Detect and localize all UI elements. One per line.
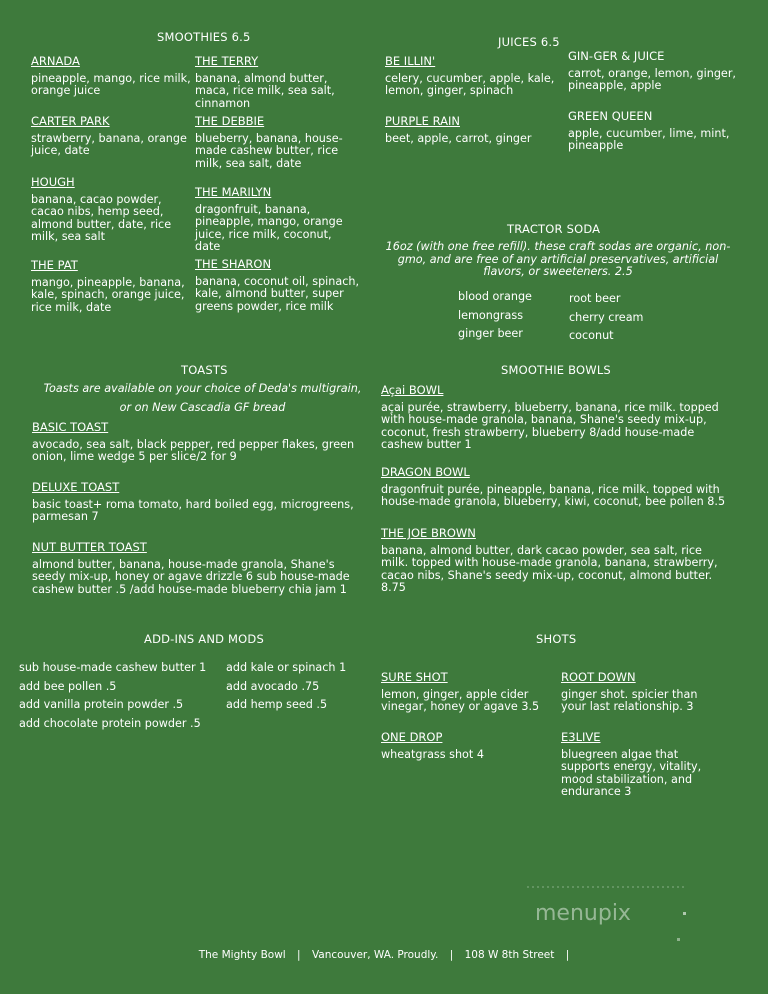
smoothie-item [195, 186, 360, 254]
item-desc: basic toast+ roma tomato, hard boiled egg, microgreens, parmesan 7 [32, 497, 354, 523]
item-name: THE PAT [31, 258, 78, 272]
soda-flavor: coconut [569, 329, 614, 342]
item-desc: banana, coconut oil, spinach, kale, almond butter, super greens powder, rice milk [195, 274, 360, 313]
toast-item [32, 481, 367, 524]
toast-item [32, 541, 367, 596]
item-name: THE TERRY [195, 54, 259, 68]
item-name: DRAGON BOWL [381, 465, 470, 479]
item-desc: blueberry, banana, house-made cashew butter, rice milk, sea salt, date [195, 131, 343, 170]
smoothie-item [31, 259, 191, 314]
item-name: ROOT DOWN [561, 670, 636, 684]
footer-name: The Mighty Bowl [198, 949, 286, 961]
addins-list-2 [226, 662, 346, 718]
smoothie-item [31, 176, 181, 244]
addin-item: sub house-made cashew butter 1 [19, 661, 207, 674]
item-name: PURPLE RAIN [385, 114, 460, 128]
item-name: GREEN QUEEN [568, 109, 653, 123]
item-desc: celery, cucumber, apple, kale, lemon, ginger, spinach [385, 71, 555, 97]
item-desc: strawberry, banana, orange juice, date [31, 131, 187, 157]
menupix-logo [525, 885, 690, 945]
item-name: SURE SHOT [381, 670, 448, 684]
item-name: THE MARILYN [195, 185, 272, 199]
addins-list-1 [19, 662, 206, 736]
item-name: ARNADA [31, 54, 80, 68]
footer-separator: | [565, 949, 570, 961]
shot-item [561, 671, 711, 714]
item-name: HOUGH [31, 175, 75, 189]
footer-address: 108 W 8th Street [464, 949, 555, 961]
smoothies-title: SMOOTHIES 6.5 [157, 30, 251, 44]
soda-flavor: cherry cream [569, 310, 644, 324]
addin-item: add chocolate protein powder .5 [19, 716, 201, 730]
footer-separator: | [449, 949, 454, 961]
soda-list-2 [569, 293, 643, 349]
shot-item [561, 731, 711, 799]
item-name: THE SHARON [195, 257, 272, 271]
toasts-note-line1: Toasts are available on your choice of Deda's multigrain, [43, 382, 362, 395]
item-desc: dragonfruit purée, pineapple, banana, rice milk. topped with house-made granola, blueberry, kiwi, coconut, bee pollen 8.5 [381, 482, 726, 508]
shot-item [381, 671, 551, 714]
item-name: THE JOE BROWN [381, 526, 476, 540]
addin-item: add avocado .75 [226, 679, 320, 693]
juice-item [385, 55, 560, 98]
item-desc: bluegreen algae that supports energy, vitality, mood stabilization, and endurance 3 [561, 747, 702, 798]
juices-title: JUICES 6.5 [498, 35, 560, 49]
shots-title: SHOTS [536, 632, 577, 646]
bowl-item [381, 466, 726, 509]
item-desc: banana, almond butter, dark cacao powder, sea salt, rice milk. topped with house-made granola, banana, strawberry, cacao nibs, Shane's seedy mix-up, coconut, almond butter. 8.75 [381, 543, 718, 594]
footer-separator: | [297, 949, 301, 961]
bowls-title: SMOOTHIE BOWLS [501, 363, 611, 377]
juice-item [568, 110, 743, 153]
toasts-note-line2: or on New Cascadia GF bread [119, 401, 286, 414]
item-desc: wheatgrass shot 4 [381, 747, 484, 761]
item-name: NUT BUTTER TOAST [32, 540, 147, 554]
item-name: Açai BOWL [381, 383, 444, 397]
addin-item: add bee pollen .5 [19, 679, 117, 693]
watermark-text: menupix [535, 901, 631, 926]
item-desc: carrot, orange, lemon, ginger, pineapple, apple [568, 66, 736, 92]
item-desc: dragonfruit, banana, pineapple, mango, orange juice, rice milk, coconut, date [195, 202, 343, 253]
item-name: ONE DROP [381, 730, 443, 744]
item-desc: beet, apple, carrot, ginger [385, 131, 532, 145]
tractor-soda-note: 16oz (with one free refill). these craft sodas are organic, non-gmo, and are free of any artificial preservatives, artificial flavors, or sweeteners. 2.5 [385, 240, 731, 278]
item-desc: banana, almond butter, maca, rice milk, sea salt, cinnamon [195, 71, 335, 110]
item-desc: banana, cacao powder, cacao nibs, hemp seed, almond butter, date, rice milk, sea salt [31, 192, 172, 243]
addins-title: ADD-INS AND MODS [144, 632, 264, 646]
soda-flavor: blood orange [458, 290, 532, 303]
item-desc: apple, cucumber, lime, mint, pineapple [568, 126, 730, 152]
juice-item [385, 115, 560, 145]
smoothie-item [195, 55, 365, 110]
shot-item [381, 731, 551, 761]
smoothie-item [195, 258, 360, 313]
item-name: GIN-GER & JUICE [568, 49, 665, 63]
bowl-item [381, 384, 726, 452]
soda-flavor: ginger beer [458, 327, 523, 340]
item-desc: avocado, sea salt, black pepper, red pepper flakes, green onion, lime wedge 5 per slice/2 for 9 [32, 437, 355, 463]
tractor-soda-title: TRACTOR SODA [507, 222, 601, 236]
smoothie-item [31, 55, 191, 98]
item-desc: mango, pineapple, banana, kale, spinach, orange juice, rice milk, date [31, 275, 185, 314]
item-name: CARTER PARK [31, 114, 110, 128]
item-name: THE DEBBIE [195, 114, 265, 128]
footer [0, 949, 768, 962]
toast-item [32, 421, 367, 464]
addin-item: add hemp seed .5 [226, 698, 328, 711]
item-desc: ginger shot. spicier than your last relationship. 3 [561, 687, 698, 713]
footer-city: Vancouver, WA. Proudly. [311, 949, 439, 961]
item-desc: pineapple, mango, rice milk, orange juice [31, 71, 191, 97]
soda-flavor: root beer [569, 292, 621, 305]
item-name: BASIC TOAST [32, 420, 109, 434]
item-name: DELUXE TOAST [32, 480, 120, 494]
toasts-title: TOASTS [181, 363, 228, 377]
soda-list-1 [458, 291, 532, 347]
item-name: E3LIVE [561, 730, 601, 744]
addin-item: add kale or spinach 1 [226, 661, 347, 674]
addin-item: add vanilla protein powder .5 [19, 698, 184, 711]
soda-flavor: lemongrass [458, 308, 524, 322]
juice-item [568, 50, 743, 93]
item-desc: açai purée, strawberry, blueberry, banana, rice milk. topped with house-made granola, banana, Shane's seedy mix-up, coconut, fresh strawberry, blueberry 8/add house-made cashew butter 1 [381, 400, 719, 451]
smoothie-item [195, 115, 365, 170]
bowl-item [381, 527, 731, 595]
item-desc: almond butter, banana, house-made granola, Shane's seedy mix-up, honey or agave drizzle 6 sub house-made cashew butter .5 /add house-made blueberry chia jam 1 [32, 557, 350, 596]
item-name: BE ILLIN' [385, 54, 436, 68]
item-desc: lemon, ginger, apple cider vinegar, honey or agave 3.5 [381, 687, 540, 713]
smoothie-item [31, 115, 191, 158]
